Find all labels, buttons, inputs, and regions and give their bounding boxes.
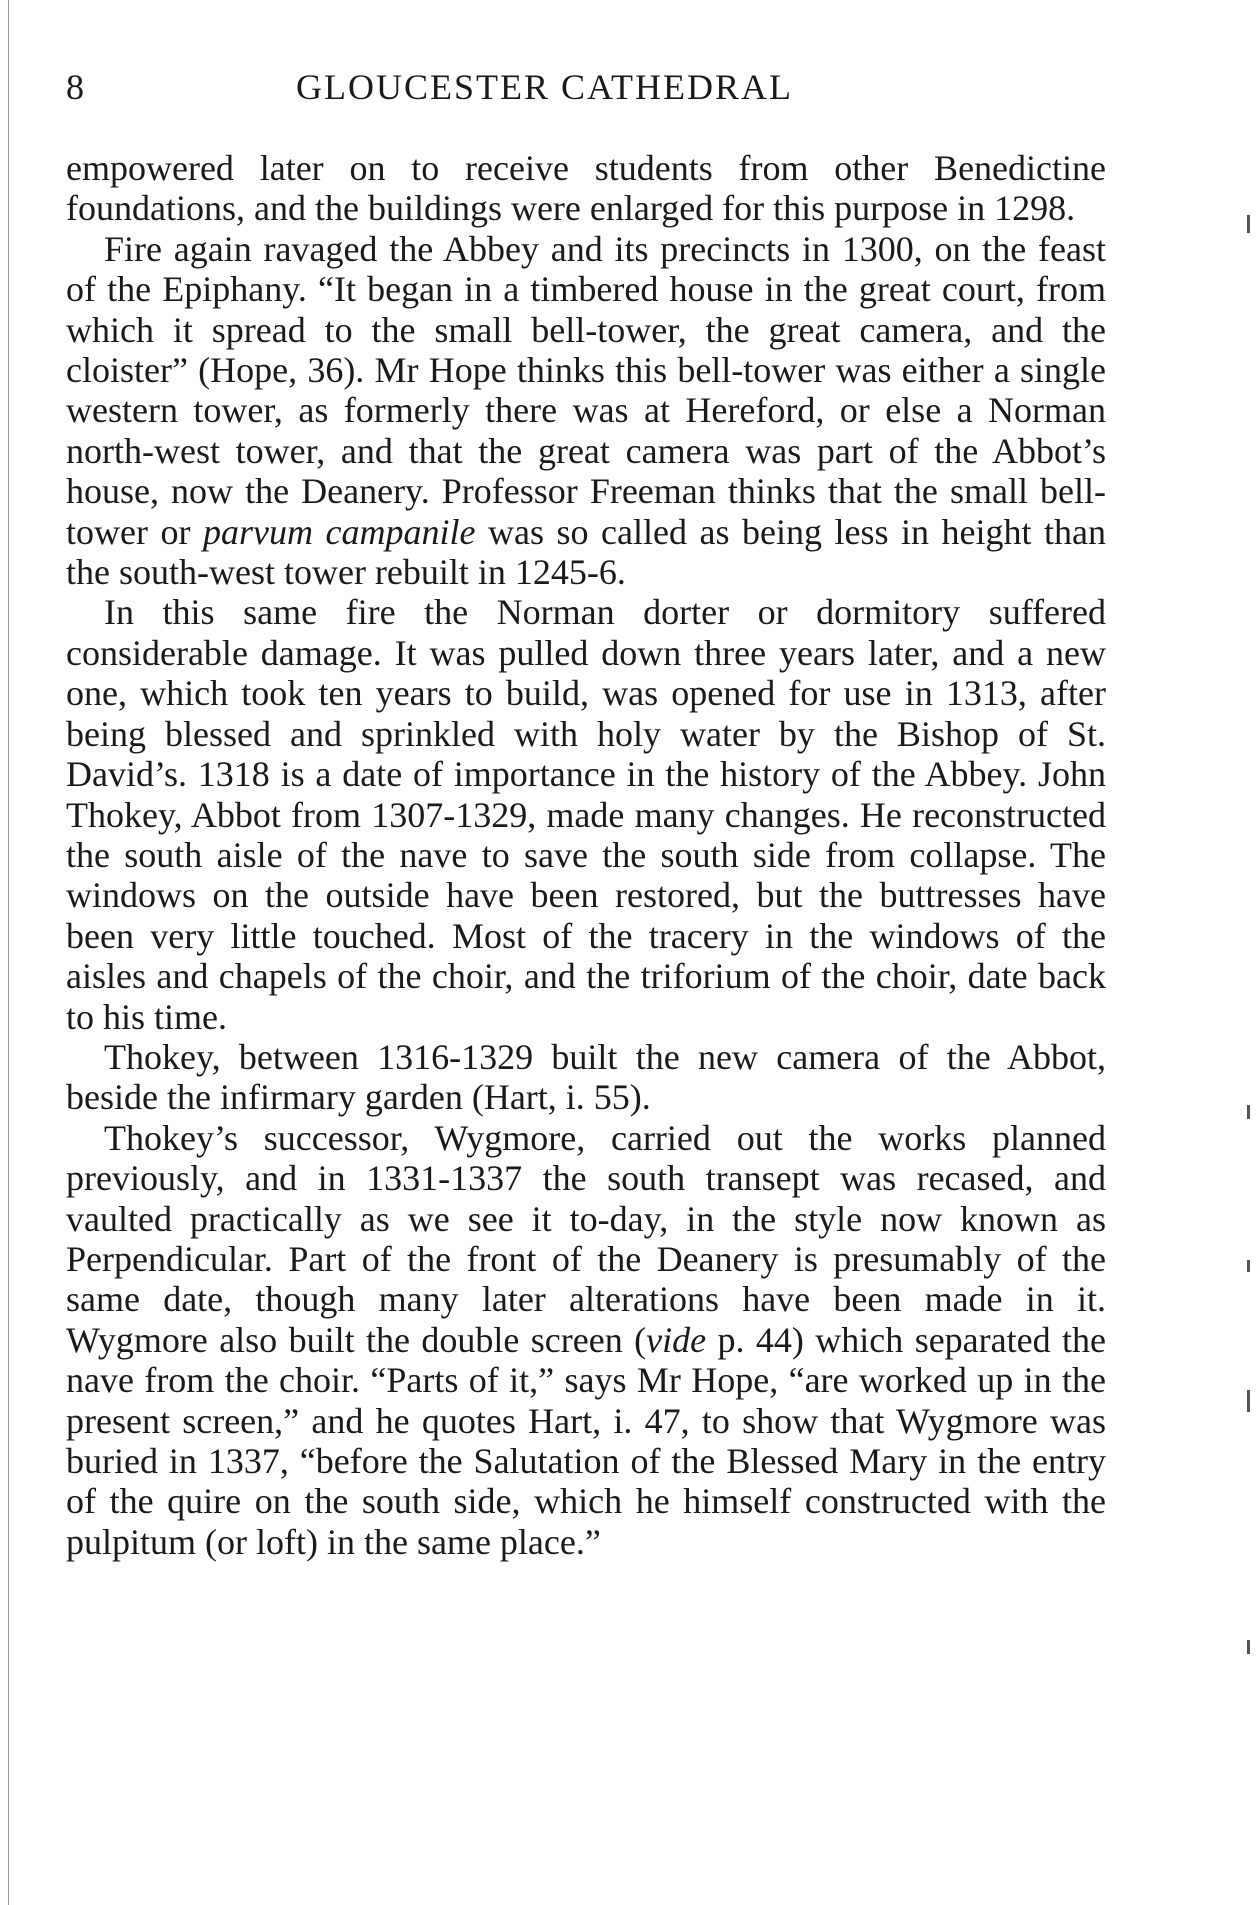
text-segment: empowered later on to receive students from other Benedictine foundations, and the buildings were enlarged for this purpose in 1298. (66, 148, 1106, 229)
body-text (66, 148, 1106, 1562)
paragraph (66, 1118, 1106, 1562)
italic-term: vide (646, 1319, 707, 1360)
page-header (66, 62, 1106, 112)
page-edge-rule (8, 0, 9, 1905)
paragraph (66, 229, 1106, 593)
text-segment: was so called as being less in height than the south-west tower rebuilt in 1245-6. (66, 511, 1106, 593)
scan-edge-mark (1247, 1640, 1250, 1654)
paragraph (66, 592, 1106, 1036)
scan-edge-mark (1247, 1390, 1250, 1412)
text-segment: Thokey’s successor, Wygmore, carried out the works planned previously, and in 1331-1337 the south transept was recased, and vaulted practically as we see it to-day, in the style now known as Perpendicular. Part of the front of the Deanery is presumably of the same date, though many later alterations have been made in it. Wygmore also built the double screen ( (66, 1117, 1106, 1360)
italic-term: parvum campanile (203, 511, 476, 552)
paragraph (66, 1037, 1106, 1118)
text-segment: Thokey, between 1316-1329 built the new camera of the Abbot, beside the infirmary garden (Hart, i. 55). (66, 1036, 1106, 1118)
scan-edge-mark (1247, 1260, 1250, 1272)
scan-edge-mark (1247, 1105, 1250, 1119)
running-head: GLOUCESTER CATHEDRAL (296, 67, 793, 107)
paragraph (66, 148, 1106, 229)
scan-edge-mark (1247, 215, 1250, 233)
text-segment: Fire again ravaged the Abbey and its precincts in 1300, on the feast of the Epiphany. “It began in a timbered house in the great court, from which it spread to the small bell-tower, the great camera, and the cloister” (Hope, 36). Mr Hope thinks this bell-tower was either a single western tower, as formerly there was at Hereford, or else a Norman north-west tower, and that the great camera was part of the Abbot’s house, now the Deanery. Professor Freeman thinks that the small bell-tower or (66, 228, 1106, 552)
page-number: 8 (66, 67, 84, 107)
text-segment: In this same fire the Norman dorter or dormitory suffered considerable damage. It was pulled down three years later, and a new one, which took ten years to build, was opened for use in 1313, after being blessed and sprinkled with holy water by the Bishop of St. David’s. 1318 is a date of importance in the history of the Abbey. John Thokey, Abbot from 1307-1329, made many changes. He reconstructed the south aisle of the nave to save the south side from collapse. The windows on the outside have been restored, but the buttresses have been very little touched. Most of the tracery in the windows of the aisles and chapels of the choir, and the triforium of the choir, date back to his time. (66, 592, 1106, 1037)
text-segment: p. 44) which separated the nave from the choir. “Parts of it,” says Mr Hope, “are worked up in the present screen,” and he quotes Hart, i. 47, to show that Wygmore was buried in 1337, “before the Salutation of the Blessed Mary in the entry of the quire on the south side, which he himself constructed with the pulpitum (or loft) in the same place.” (66, 1319, 1106, 1562)
